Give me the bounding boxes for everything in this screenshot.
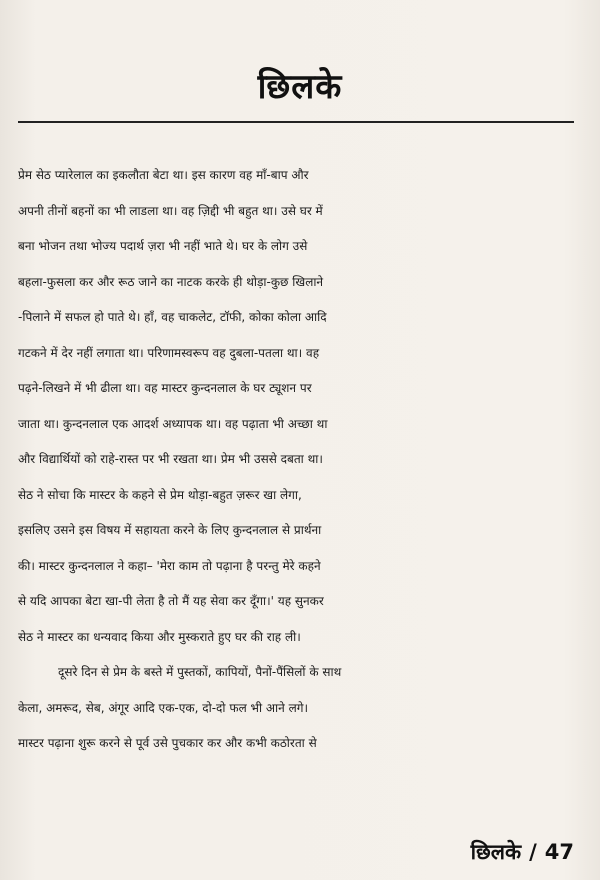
text-line: पढ़ने-लिखने में भी ढीला था। वह मास्टर कुन्दनलाल के घर ट्यूशन पर xyxy=(18,381,312,395)
text-line: अपनी तीनों बहनों का भी लाडला था। वह ज़िद्दी भी बहुत था। उसे घर में xyxy=(18,203,323,218)
paragraph-2 xyxy=(18,655,582,762)
text-line: बना भोजन तथा भोज्य पदार्थ ज़रा भी नहीं भाते थे। घर के लोग उसे xyxy=(18,239,308,253)
text-line: दूसरे दिन से प्रेम के बस्ते में पुस्तकों, कापियों, पैनों-पैंसिलों के साथ xyxy=(58,665,342,679)
text-line: गटकने में देर नहीं लगाता था। परिणामस्वरूप वह दुबला-पतला था। वह xyxy=(18,345,320,360)
paragraph-1 xyxy=(18,158,582,655)
text-line: और विद्यार्थियों को राहे-रास्त पर भी रखता था। प्रेम भी उससे दबता था। xyxy=(18,452,323,466)
text-line: से यदि आपका बेटा खा-पी लेता है तो मैं यह सेवा कर दूँगा।' यह सुनकर xyxy=(18,594,324,608)
footer-separator: / xyxy=(529,840,537,864)
text-line: प्रेम सेठ प्यारेलाल का इकलौता बेटा था। इस कारण वह माँ-बाप और xyxy=(18,168,309,182)
text-line: की। मास्टर कुन्दनलाल ने कहा– 'मेरा काम तो पढ़ाना है परन्तु मेरे कहने xyxy=(18,558,321,573)
running-title: छिलके xyxy=(470,840,522,864)
text-line: इसलिए उसने इस विषय में सहायता करने के लिए कुन्दनलाल से प्रार्थना xyxy=(18,523,322,537)
text-line: मास्टर पढ़ाना शुरू करने से पूर्व उसे पुचकार कर और कभी कठोरता से xyxy=(18,736,317,750)
chapter-title: छिलके xyxy=(257,67,343,107)
title-divider xyxy=(18,121,574,123)
text-line: जाता था। कुन्दनलाल एक आदर्श अध्यापक था। वह पढ़ाता भी अच्छा था xyxy=(18,416,328,431)
text-line: सेठ ने मास्टर का धन्यवाद किया और मुस्कराते हुए घर की राह ली। xyxy=(18,629,301,644)
text-line: सेठ ने सोचा कि मास्टर के कहने से प्रेम थोड़ा-बहुत ज़रूर खा लेगा, xyxy=(18,487,302,502)
page-footer xyxy=(471,838,574,866)
text-line: केला, अमरूद, सेब, अंगूर आदि एक-एक, दो-दो फल भी आने लगे। xyxy=(18,700,309,715)
text-line: -पिलाने में सफल हो पाते थे। हाँ, वह चाकलेट, टॉफी, कोका कोला आदि xyxy=(18,310,327,324)
page-number: 47 xyxy=(544,840,574,864)
chapter-body xyxy=(18,158,582,762)
text-line: बहला-फुसला कर और रूठ जाने का नाटक करके ही थोड़ा-कुछ खिलाने xyxy=(18,274,324,289)
